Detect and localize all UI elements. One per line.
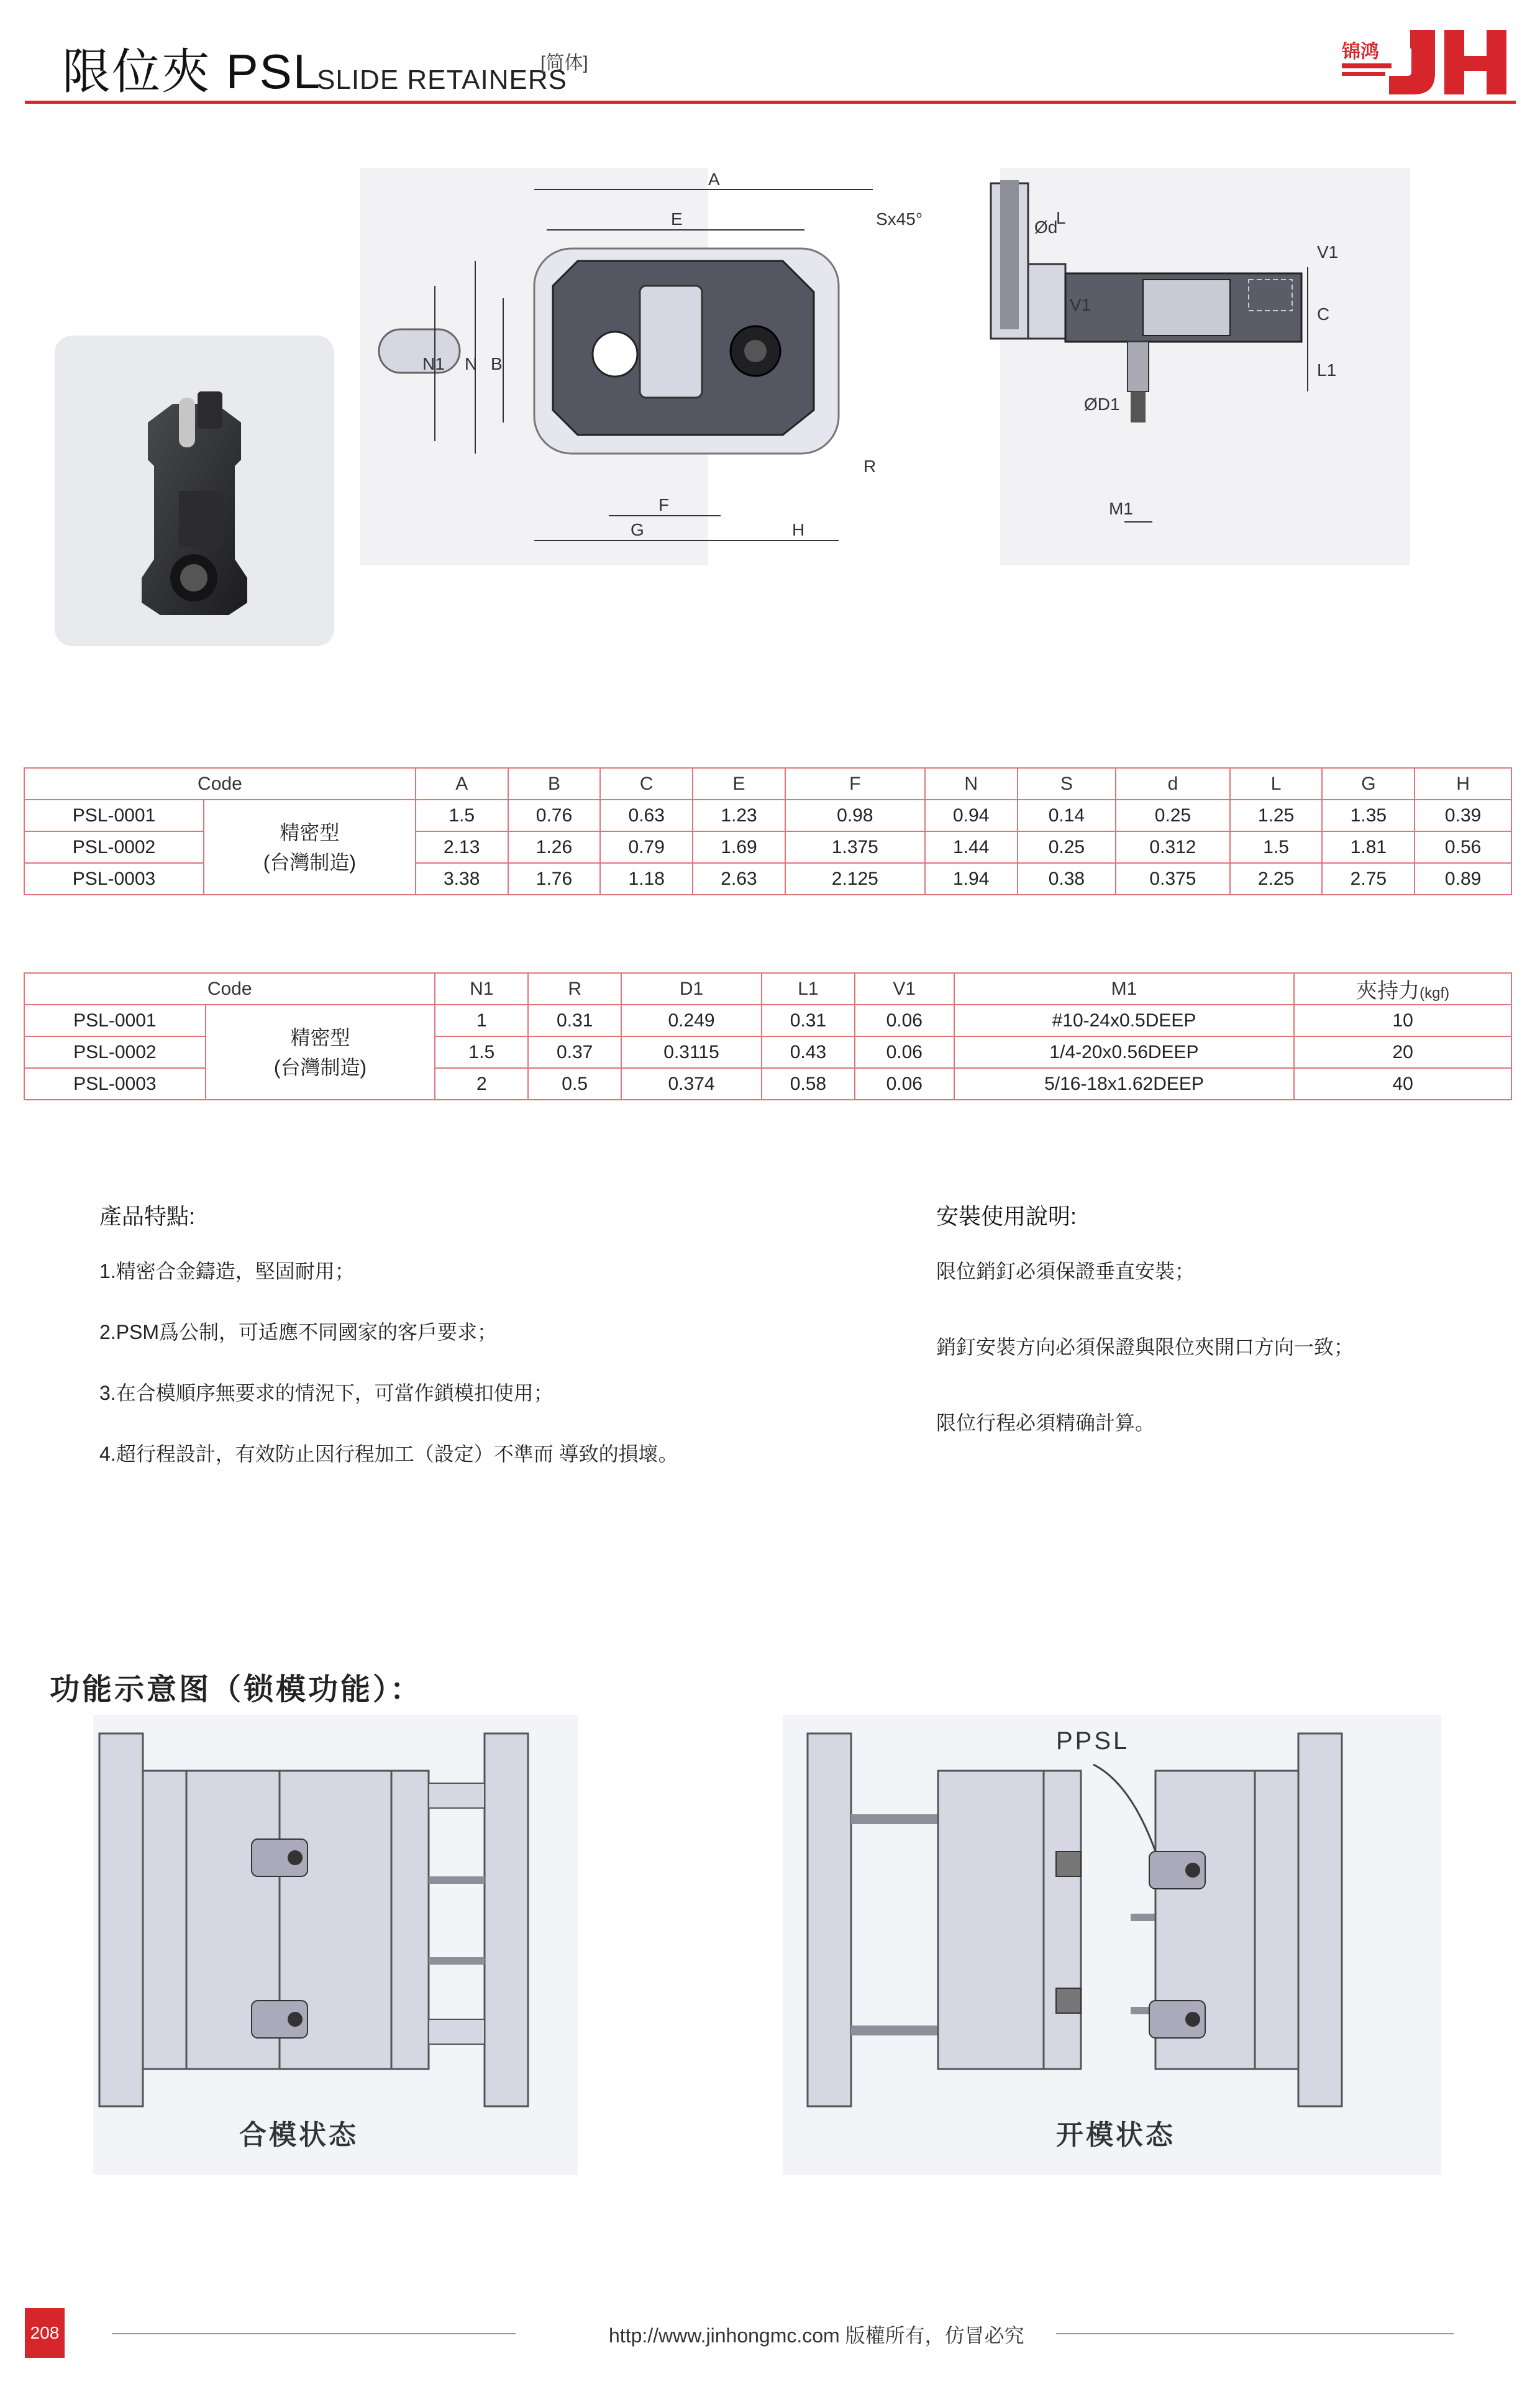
dim-label-n1: N1 (422, 354, 445, 373)
value-cell: 2.75 (1322, 863, 1415, 895)
force-unit: (kgf) (1419, 985, 1450, 1002)
slide-retainer-image (55, 336, 334, 646)
value-cell: 0.25 (1018, 831, 1116, 863)
value-cell: #10-24x0.5DEEP (954, 1005, 1295, 1036)
value-cell: 0.06 (855, 1005, 954, 1036)
value-cell: 1.69 (693, 831, 785, 863)
value-cell: 0.06 (855, 1036, 954, 1068)
col-header: A (416, 768, 508, 800)
col-header: N (925, 768, 1018, 800)
product-photo (55, 336, 334, 646)
col-header: R (528, 973, 621, 1005)
type-cell (206, 1005, 435, 1100)
col-header: N1 (435, 973, 528, 1005)
footer-rule-right (1056, 2333, 1454, 2334)
value-cell: 0.312 (1116, 831, 1230, 863)
col-header: L (1230, 768, 1323, 800)
features-title: 產品特點: (99, 1203, 196, 1229)
value-cell: 1.44 (925, 831, 1018, 863)
value-cell: 1.25 (1230, 800, 1323, 831)
value-cell: 0.06 (855, 1068, 954, 1100)
value-cell: 0.76 (508, 800, 601, 831)
code-cell: PSL-0001 (24, 800, 204, 831)
code-cell: PSL-0002 (24, 831, 204, 863)
force-header: 夾持力 (1356, 979, 1420, 1003)
language-tag: [简体] (540, 53, 588, 73)
feature-item: 1.精密合金鑄造，堅固耐用； (99, 1260, 355, 1282)
installation-notes (936, 1199, 1495, 1483)
col-header: S (1018, 768, 1116, 800)
footer-copyright: http://www.jinhongmc.com 版權所有，仿冒必究 (609, 2324, 1024, 2347)
page-title: 限位夾 PSL (62, 44, 322, 99)
code-cell: PSL-0001 (24, 1005, 206, 1036)
code-cell: PSL-0002 (24, 1036, 206, 1068)
value-cell: 1 (435, 1005, 528, 1036)
dim-label-l: L (1056, 208, 1066, 227)
code-cell: PSL-0003 (24, 863, 204, 895)
value-cell: 1.18 (600, 863, 693, 895)
feature-item: 2.PSM爲公制，可适應不同國家的客戶要求； (99, 1321, 498, 1343)
table-row (24, 1005, 1511, 1036)
dim-label-f: F (658, 495, 670, 514)
value-cell: 1.35 (1322, 800, 1415, 831)
installation-title: 安裝使用說明: (936, 1203, 1077, 1229)
page-subtitle: SLIDE RETAINERS (317, 65, 567, 95)
value-cell: 2.125 (785, 863, 925, 895)
value-cell: 10 (1294, 1005, 1511, 1036)
value-cell: 0.94 (925, 800, 1018, 831)
dim-label-d: Ød (1034, 217, 1058, 237)
dim-label-g: G (631, 520, 644, 539)
value-cell: 1/4-20x0.56DEEP (954, 1036, 1295, 1068)
origin-label: (台灣制造) (263, 851, 357, 874)
header-rule (25, 101, 1516, 104)
value-cell: 5/16-18x1.62DEEP (954, 1068, 1295, 1100)
value-cell: 0.31 (528, 1005, 621, 1036)
value-cell: 0.25 (1116, 800, 1230, 831)
value-cell: 0.39 (1415, 800, 1511, 831)
value-cell: 0.5 (528, 1068, 621, 1100)
dim-label-e: E (671, 209, 683, 229)
col-header: F (785, 768, 925, 800)
mold-open-figure (783, 1715, 1441, 2175)
col-header: H (1415, 768, 1511, 800)
value-cell: 1.76 (508, 863, 601, 895)
value-cell: 0.98 (785, 800, 925, 831)
page-number: 208 (25, 2308, 65, 2358)
value-cell: 0.31 (762, 1005, 855, 1036)
value-cell: 0.38 (1018, 863, 1116, 895)
value-cell: 1.5 (1230, 831, 1323, 863)
col-header: B (508, 768, 601, 800)
dim-label-v1-left: V1 (1070, 295, 1091, 314)
value-cell: 0.375 (1116, 863, 1230, 895)
value-cell: 1.375 (785, 831, 925, 863)
value-cell: 1.23 (693, 800, 785, 831)
dim-label-h: H (792, 520, 805, 539)
dim-label-n: N (465, 354, 478, 373)
dim-label-d1: ØD1 (1084, 395, 1120, 414)
value-cell: 1.5 (416, 800, 508, 831)
feature-item: 3.在合模順序無要求的情況下，可當作鎖模扣使用； (99, 1382, 554, 1404)
footer-rule-left (112, 2333, 516, 2334)
mold-open-drawing (783, 1715, 1441, 2175)
value-cell: 0.43 (762, 1036, 855, 1068)
dim-label-v1: V1 (1317, 242, 1339, 262)
dimension-table-2 (24, 972, 1512, 1100)
col-header: D1 (621, 973, 762, 1005)
dimension-table-1 (24, 767, 1512, 895)
mold-closed-figure (93, 1715, 578, 2175)
instruction-item: 限位行程必須精确計算。 (936, 1412, 1155, 1434)
dim-label-b: B (491, 354, 503, 373)
value-cell: 2 (435, 1068, 528, 1100)
dim-label-l1: L1 (1317, 360, 1337, 380)
col-header: d (1116, 768, 1230, 800)
dim-label-r: R (863, 457, 877, 476)
value-cell: 40 (1294, 1068, 1511, 1100)
value-cell: 20 (1294, 1036, 1511, 1068)
table-header-row (24, 768, 1511, 800)
product-features (99, 1199, 845, 1499)
col-header: V1 (855, 973, 954, 1005)
value-cell: 1.94 (925, 863, 1018, 895)
mold-open-label: 开模状态 (1056, 2120, 1175, 2150)
mold-closed-drawing (93, 1715, 578, 2175)
col-header: C (600, 768, 693, 800)
value-cell: 0.63 (600, 800, 693, 831)
value-cell: 0.37 (528, 1036, 621, 1068)
col-header: Code (24, 973, 435, 1005)
value-cell: 0.79 (600, 831, 693, 863)
logo-cn-text: 锦鸿 (1342, 42, 1379, 62)
brand-logo (1342, 25, 1510, 98)
col-header: Code (24, 768, 416, 800)
col-header: L1 (762, 973, 855, 1005)
value-cell: 0.3115 (621, 1036, 762, 1068)
page-header (25, 25, 1516, 106)
value-cell: 2.13 (416, 831, 508, 863)
value-cell: 0.14 (1018, 800, 1116, 831)
instruction-item: 銷釘安裝方向必須保證與限位夾開口方向一致； (936, 1336, 1354, 1358)
value-cell: 2.25 (1230, 863, 1323, 895)
instruction-item: 限位銷釘必須保證垂直安裝； (936, 1260, 1195, 1282)
col-header: G (1322, 768, 1415, 800)
code-cell: PSL-0003 (24, 1068, 206, 1100)
value-cell: 1.26 (508, 831, 601, 863)
value-cell: 0.249 (621, 1005, 762, 1036)
origin-label: (台灣制造) (273, 1056, 367, 1079)
ppsl-callout: PPSL (1056, 1727, 1130, 1755)
mold-closed-label: 合模状态 (239, 2120, 358, 2150)
value-cell: 0.89 (1415, 863, 1511, 895)
dim-label-c: C (1317, 304, 1330, 324)
value-cell: 0.56 (1415, 831, 1511, 863)
feature-item: 4.超行程設計，有效防止因行程加工（設定）不準而 導致的損壞。 (99, 1443, 678, 1465)
table-row (24, 800, 1511, 831)
value-cell: 1.81 (1322, 831, 1415, 863)
value-cell: 1.5 (435, 1036, 528, 1068)
value-cell: 2.63 (693, 863, 785, 895)
dim-label-a: A (708, 170, 720, 189)
function-diagram-title: 功能示意图（锁模功能）： (50, 1673, 423, 1706)
type-label: 精密型 (290, 1026, 350, 1049)
value-cell: 0.374 (621, 1068, 762, 1100)
table-header-row (24, 973, 1511, 1005)
dim-label-s: Sx45° (876, 209, 923, 229)
technical-drawing (348, 155, 1454, 578)
force-col-header (1294, 973, 1511, 1005)
col-header: E (693, 768, 785, 800)
type-label: 精密型 (280, 821, 340, 844)
dim-label-m1: M1 (1109, 499, 1133, 518)
value-cell: 3.38 (416, 863, 508, 895)
value-cell: 0.58 (762, 1068, 855, 1100)
col-header: M1 (954, 973, 1295, 1005)
type-cell (204, 800, 416, 895)
